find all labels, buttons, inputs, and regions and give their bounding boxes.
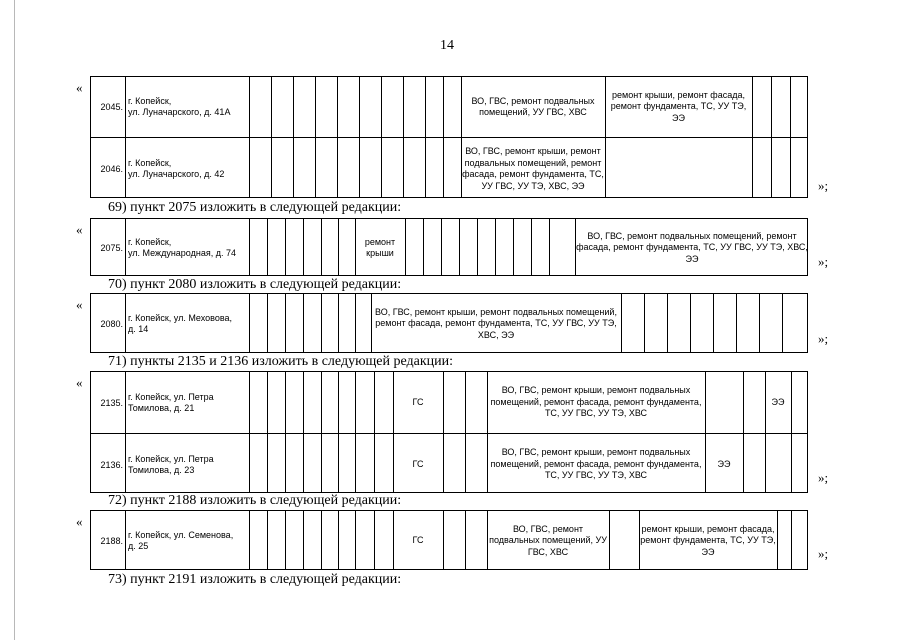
address-cell bbox=[125, 294, 249, 354]
works-cell-2: ремонт крыши, ремонт фасада, ремонт фундамента, ТС, УУ ТЭ, ЭЭ bbox=[610, 89, 747, 123]
table-block-2080 bbox=[90, 293, 808, 353]
works-cell: ВО, ГВС, ремонт крыши, ремонт подвальных помещений, ремонт фасада, ремонт фундамента, ТС, УУ ГВС, УУ ТЭ, ХВС bbox=[490, 385, 702, 419]
address-cell bbox=[125, 138, 249, 200]
page-margin-line bbox=[14, 0, 15, 640]
gs-cell: ГС bbox=[412, 535, 424, 546]
address-city: г. Копейск, bbox=[128, 158, 172, 168]
address-cell bbox=[125, 372, 249, 433]
table-row-2080 bbox=[91, 294, 807, 354]
table-block-2075 bbox=[90, 218, 808, 276]
address-street: Томилова, д. 23 bbox=[128, 464, 195, 475]
works-cell: ВО, ГВС, ремонт подвальных помещений, УУ ГВС, ХВС bbox=[471, 95, 595, 117]
table-row-2188 bbox=[91, 511, 807, 571]
address-city: г. Копейск, bbox=[128, 96, 172, 106]
opening-quote: « bbox=[76, 80, 83, 95]
address-city: г. Копейск, bbox=[128, 237, 172, 247]
address-street: ул. Международная, д. 74 bbox=[128, 248, 236, 258]
table-block-2045-2046 bbox=[90, 76, 808, 198]
row-number: 2135. bbox=[100, 397, 123, 408]
address-street: ул. Луначарского, д. 41А bbox=[128, 107, 231, 117]
table-block-2135-2136 bbox=[90, 371, 808, 493]
section-heading-71: 71) пункты 2135 и 2136 изложить в следующей редакции: bbox=[108, 354, 454, 369]
address-city: г. Копейск, ул. Петра bbox=[128, 391, 214, 402]
opening-quote: « bbox=[76, 222, 83, 237]
address-cell bbox=[125, 434, 249, 495]
works-cell: ВО, ГВС, ремонт крыши, ремонт подвальных помещений, ремонт фасада, ремонт фундамента, ТС, УУ ГВС, УУ ТЭ, ХВС, ЭЭ bbox=[375, 306, 617, 340]
address-cell bbox=[125, 511, 249, 571]
ee-cell: ЭЭ bbox=[717, 458, 731, 469]
address-street: д. 25 bbox=[128, 541, 149, 551]
row-number: 2136. bbox=[100, 459, 123, 470]
works-cell: ВО, ГВС, ремонт крыши, ремонт подвальных помещений, ремонт фасада, ремонт фундамента, ТС, УУ ГВС, УУ ТЭ, ХВС, ЭЭ bbox=[462, 146, 604, 191]
closing-quote: »; bbox=[818, 178, 829, 193]
address-city: г. Копейск, ул. Петра bbox=[128, 453, 214, 464]
page-number: 14 bbox=[440, 38, 454, 53]
section-heading-69: 69) пункт 2075 изложить в следующей редакции: bbox=[108, 200, 402, 215]
ee-cell: ЭЭ bbox=[771, 396, 785, 407]
table-row-2045 bbox=[91, 77, 807, 137]
gs-cell: ГС bbox=[412, 396, 424, 407]
address-cell bbox=[125, 77, 249, 137]
works-cell-2: ремонт крыши, ремонт фасада, ремонт фундамента, ТС, УУ ТЭ, ЭЭ bbox=[640, 523, 776, 557]
table-row-2046 bbox=[91, 137, 807, 200]
section-heading-70: 70) пункт 2080 изложить в следующей редакции: bbox=[108, 277, 402, 292]
row-number: 2045. bbox=[100, 102, 123, 112]
table-row-2135 bbox=[91, 372, 807, 433]
section-heading-73: 73) пункт 2191 изложить в следующей редакции: bbox=[108, 572, 402, 587]
address-street: ул. Луначарского, д. 42 bbox=[128, 169, 225, 179]
address-street: д. 14 bbox=[128, 324, 149, 334]
roof-repair-cell: ремонт крыши bbox=[364, 236, 396, 258]
gs-cell: ГС bbox=[412, 458, 424, 469]
closing-quote: »; bbox=[818, 254, 829, 269]
table-row-2075 bbox=[91, 219, 807, 277]
row-number: 2080. bbox=[100, 319, 123, 329]
works-cell: ВО, ГВС, ремонт подвальных помещений, УУ ГВС, ХВС bbox=[489, 523, 607, 557]
address-street: Томилова, д. 21 bbox=[128, 402, 195, 413]
opening-quote: « bbox=[76, 375, 83, 390]
works-cell: ВО, ГВС, ремонт подвальных помещений, ремонт фасада, ремонт фундамента, ТС, УУ ГВС, УУ ТЭ, ХВС, ЭЭ bbox=[576, 230, 808, 264]
opening-quote: « bbox=[76, 514, 83, 529]
address-cell bbox=[125, 219, 249, 277]
closing-quote: »; bbox=[818, 546, 829, 561]
opening-quote: « bbox=[76, 297, 83, 312]
address-city: г. Копейск, ул. Семенова, bbox=[128, 530, 234, 540]
section-heading-72: 72) пункт 2188 изложить в следующей редакции: bbox=[108, 493, 402, 508]
row-number: 2075. bbox=[100, 243, 123, 253]
closing-quote: »; bbox=[818, 470, 829, 485]
closing-quote: »; bbox=[818, 331, 829, 346]
row-number: 2188. bbox=[100, 536, 123, 546]
address-city: г. Копейск, ул. Меховова, bbox=[128, 313, 233, 323]
row-number: 2046. bbox=[100, 164, 123, 174]
table-row-2136 bbox=[91, 433, 807, 495]
table-block-2188 bbox=[90, 510, 808, 570]
works-cell: ВО, ГВС, ремонт крыши, ремонт подвальных помещений, ремонт фасада, ремонт фундамента, ТС, УУ ГВС, УУ ТЭ, ХВС bbox=[490, 447, 702, 481]
